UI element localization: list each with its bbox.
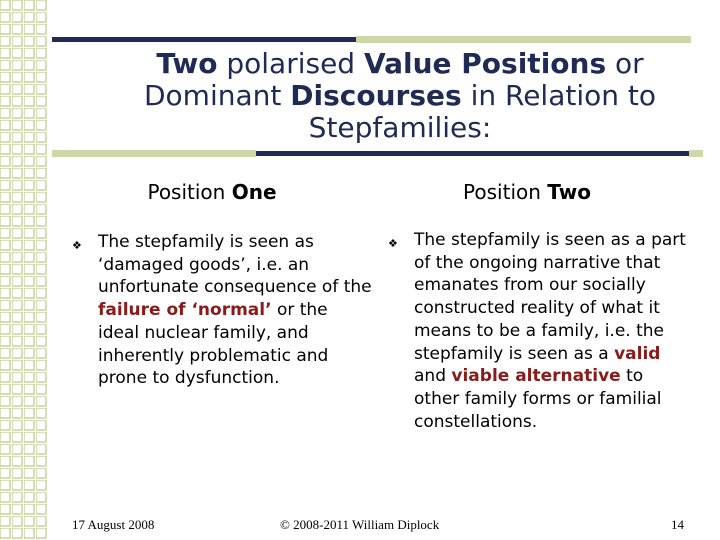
footer-date: 17 August 2008 bbox=[72, 517, 155, 532]
highlight-text: viable alternative bbox=[451, 366, 621, 387]
footer-page-number: 14 bbox=[671, 517, 684, 532]
position-two-column bbox=[388, 229, 688, 433]
bullet-item bbox=[388, 229, 688, 433]
bullet-text-part: to other family forms or familial constellations. bbox=[414, 366, 662, 432]
heading-prefix: Position bbox=[463, 180, 548, 204]
position-one-heading bbox=[92, 179, 332, 205]
bullet-text-part: or the ideal nuclear family, and inherently problematic and prone to dysfunction. bbox=[98, 300, 329, 389]
bullet-text bbox=[98, 231, 372, 390]
position-two-heading bbox=[402, 179, 652, 205]
heading-prefix: Position bbox=[147, 180, 232, 204]
highlight-text: failure of ‘normal’ bbox=[98, 300, 272, 321]
title-bold-discourses: Discourses bbox=[290, 79, 462, 112]
diamond-bullet-icon: ❖ bbox=[72, 239, 82, 252]
footer-copyright: © 2008-2011 William Diplock bbox=[280, 517, 440, 532]
bullet-text-part: The stepfamily is seen as a part of the ongoing narrative that emanates from our socially constructed reality of what it means to be a family, i.e. the stepfamily is seen as a bbox=[414, 230, 686, 364]
heading-bold: One bbox=[231, 180, 277, 204]
title-text: polarised bbox=[217, 47, 364, 80]
title-text: in Relation to Stepfamilies: bbox=[308, 79, 657, 144]
bullet-text-part: The stepfamily is seen as ‘damaged goods’, i.e. an unfortunate consequence of the bbox=[98, 232, 372, 298]
title-rule-top bbox=[52, 37, 356, 42]
bullet-item bbox=[72, 231, 372, 390]
position-one-column bbox=[72, 231, 372, 390]
decorative-checker-strip bbox=[0, 0, 48, 540]
title-bold-two: Two bbox=[156, 47, 218, 80]
title-rule-bottom-accent bbox=[52, 150, 256, 157]
title-bold-value-positions: Value Positions bbox=[363, 47, 607, 80]
highlight-text: valid bbox=[614, 343, 661, 364]
slide-title bbox=[90, 48, 710, 144]
heading-bold: Two bbox=[547, 180, 591, 204]
title-text: or Dominant bbox=[143, 47, 644, 112]
bullet-text-part: and bbox=[414, 366, 452, 387]
title-rule-top-accent bbox=[356, 36, 691, 43]
bullet-text bbox=[414, 229, 688, 433]
title-rule-bottom-accent-end bbox=[689, 150, 703, 157]
title-rule-bottom bbox=[256, 151, 689, 156]
diamond-bullet-icon: ❖ bbox=[388, 237, 398, 250]
